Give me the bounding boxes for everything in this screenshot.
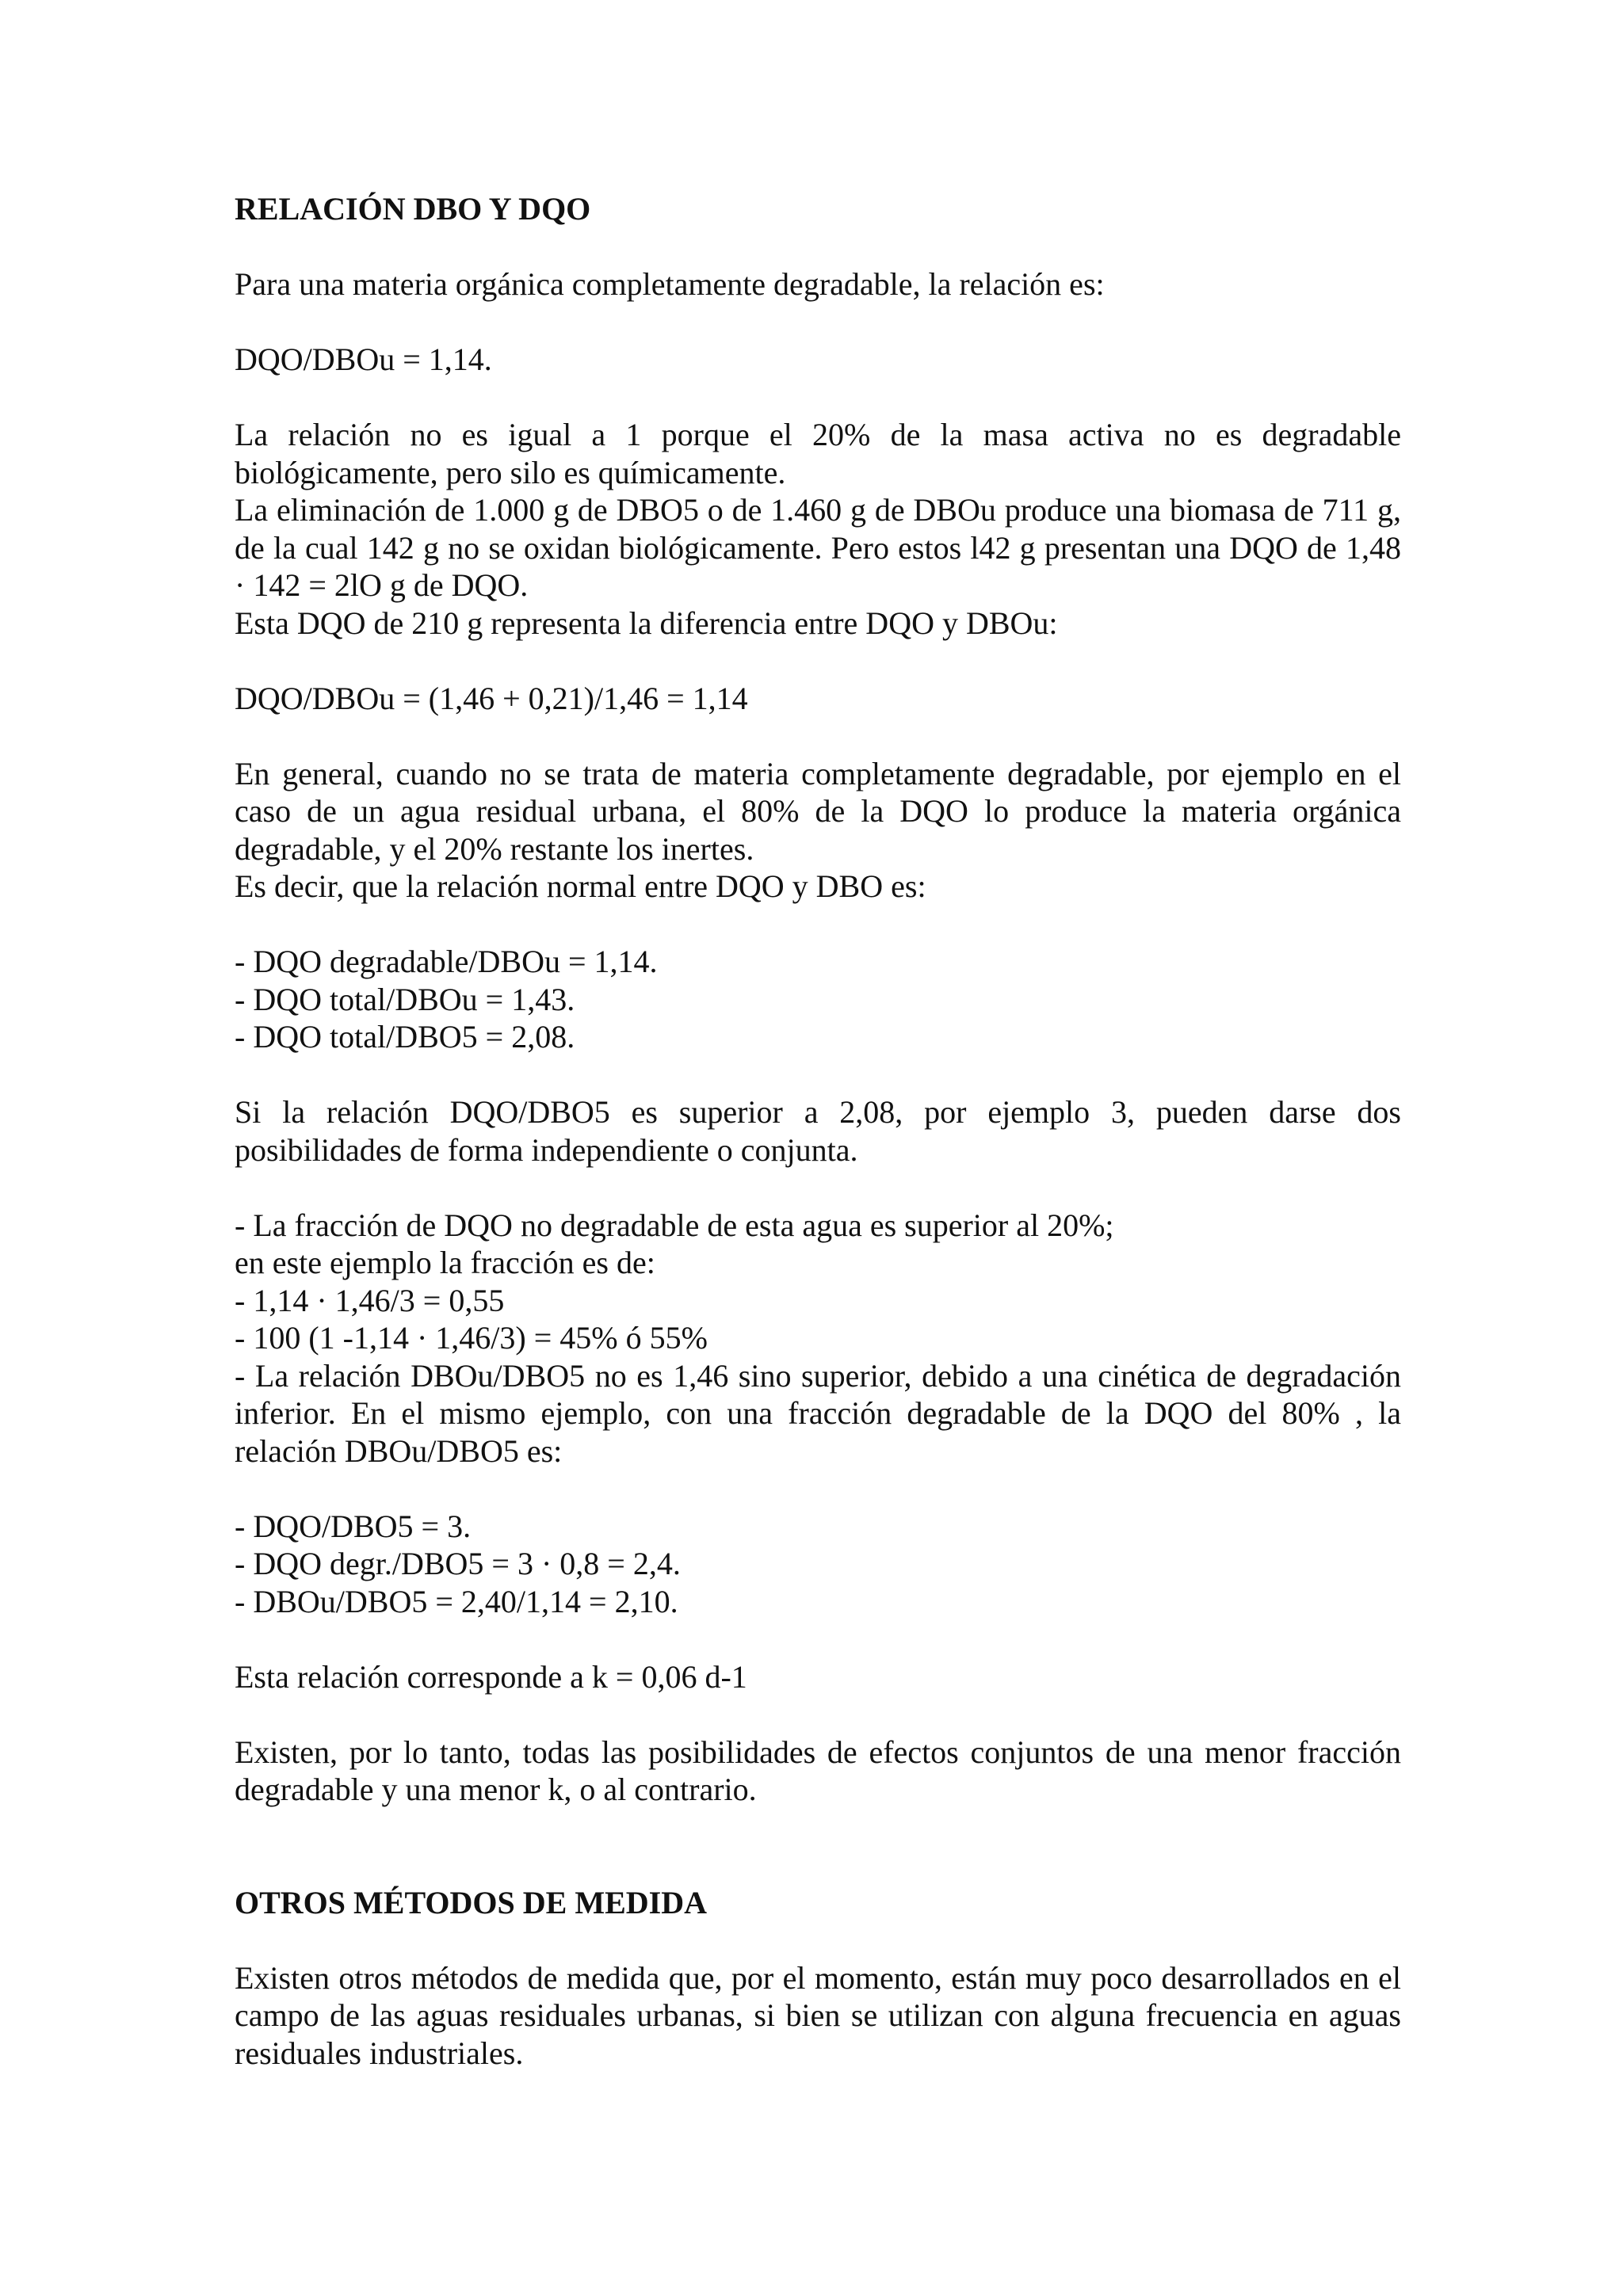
paragraph-kinetics: - La relación DBOu/DBO5 no es 1,46 sino superior, debido a una cinética de degradación inferior. En el mismo ejemplo, con una fracción degradable de la DQO del 80% , la relación DBOu/DBO5 es: (235, 1357, 1401, 1469)
calc-line: - 100 (1 -1,14 · 1,46/3) = 45% ó 55% (235, 1320, 708, 1356)
paragraph-biomass: La eliminación de 1.000 g de DBO5 o de 1.460 g de DBOu produce una biomasa de 711 g, de la cual 142 g no se oxidan biológicamente. Pero estos l42 g presentan una DQO de 1,48 · 142 = 2lO g de DQO. (235, 492, 1401, 603)
section-title-otros-metodos: OTROS MÉTODOS DE MEDIDA (235, 1884, 708, 1920)
paragraph-other-methods: Existen otros métodos de medida que, por el momento, están muy poco desarrollados en el campo de las aguas residuales urbanas, si bien se utilizan con alguna frecuencia en aguas residuales industriales. (235, 1959, 1401, 2071)
calc-line: - 1,14 · 1,46/3 = 0,55 (235, 1282, 505, 1318)
paragraph-superior: Si la relación DQO/DBO5 es superior a 2,08, por ejemplo 3, pueden darse dos posibilidades de forma independiente o conjunta. (235, 1094, 1401, 1168)
list-item: - DQO total/DBOu = 1,43. (235, 981, 575, 1017)
ratio-line: DQO/DBOu = 1,14. (235, 341, 492, 377)
intro-paragraph: Para una materia orgánica completamente degradable, la relación es: (235, 266, 1105, 302)
paragraph-conclusion: Existen, por lo tanto, todas las posibilidades de efectos conjuntos de una menor fracción degradable y una menor k, o al contrario. (235, 1733, 1401, 1807)
list-item: - DBOu/DBO5 = 2,40/1,14 = 2,10. (235, 1583, 678, 1619)
paragraph-fraction-example: en este ejemplo la fracción es de: (235, 1245, 655, 1280)
paragraph-fraction: - La fracción de DQO no degradable de esta agua es superior al 20%; (235, 1207, 1114, 1243)
paragraph-k-value: Esta relación corresponde a k = 0,06 d-1 (235, 1658, 747, 1695)
formula-line: DQO/DBOu = (1,46 + 0,21)/1,46 = 1,14 (235, 680, 748, 716)
list-item: - DQO/DBO5 = 3. (235, 1508, 472, 1544)
list-item: - DQO total/DBO5 = 2,08. (235, 1019, 575, 1055)
list-item: - DQO degradable/DBOu = 1,14. (235, 944, 658, 979)
paragraph-ratio-explanation: La relación no es igual a 1 porque el 20% de la masa activa no es degradable biológicamente, pero silo es químicamente. (235, 417, 1401, 490)
section-title-relacion: RELACIÓN DBO Y DQO (235, 191, 591, 227)
list-item: - DQO degr./DBO5 = 3 · 0,8 = 2,4. (235, 1546, 681, 1581)
paragraph-difference: Esta DQO de 210 g representa la diferencia entre DQO y DBOu: (235, 605, 1058, 641)
paragraph-general: En general, cuando no se trata de materia completamente degradable, por ejemplo en el caso de un agua residual urbana, el 80% de la DQO lo produce la materia orgánica degradable, y el 20% restante los inertes. (235, 755, 1401, 867)
paragraph-normal-ratio: Es decir, que la relación normal entre DQO y DBO es: (235, 868, 926, 904)
document-page (235, 190, 1401, 2072)
